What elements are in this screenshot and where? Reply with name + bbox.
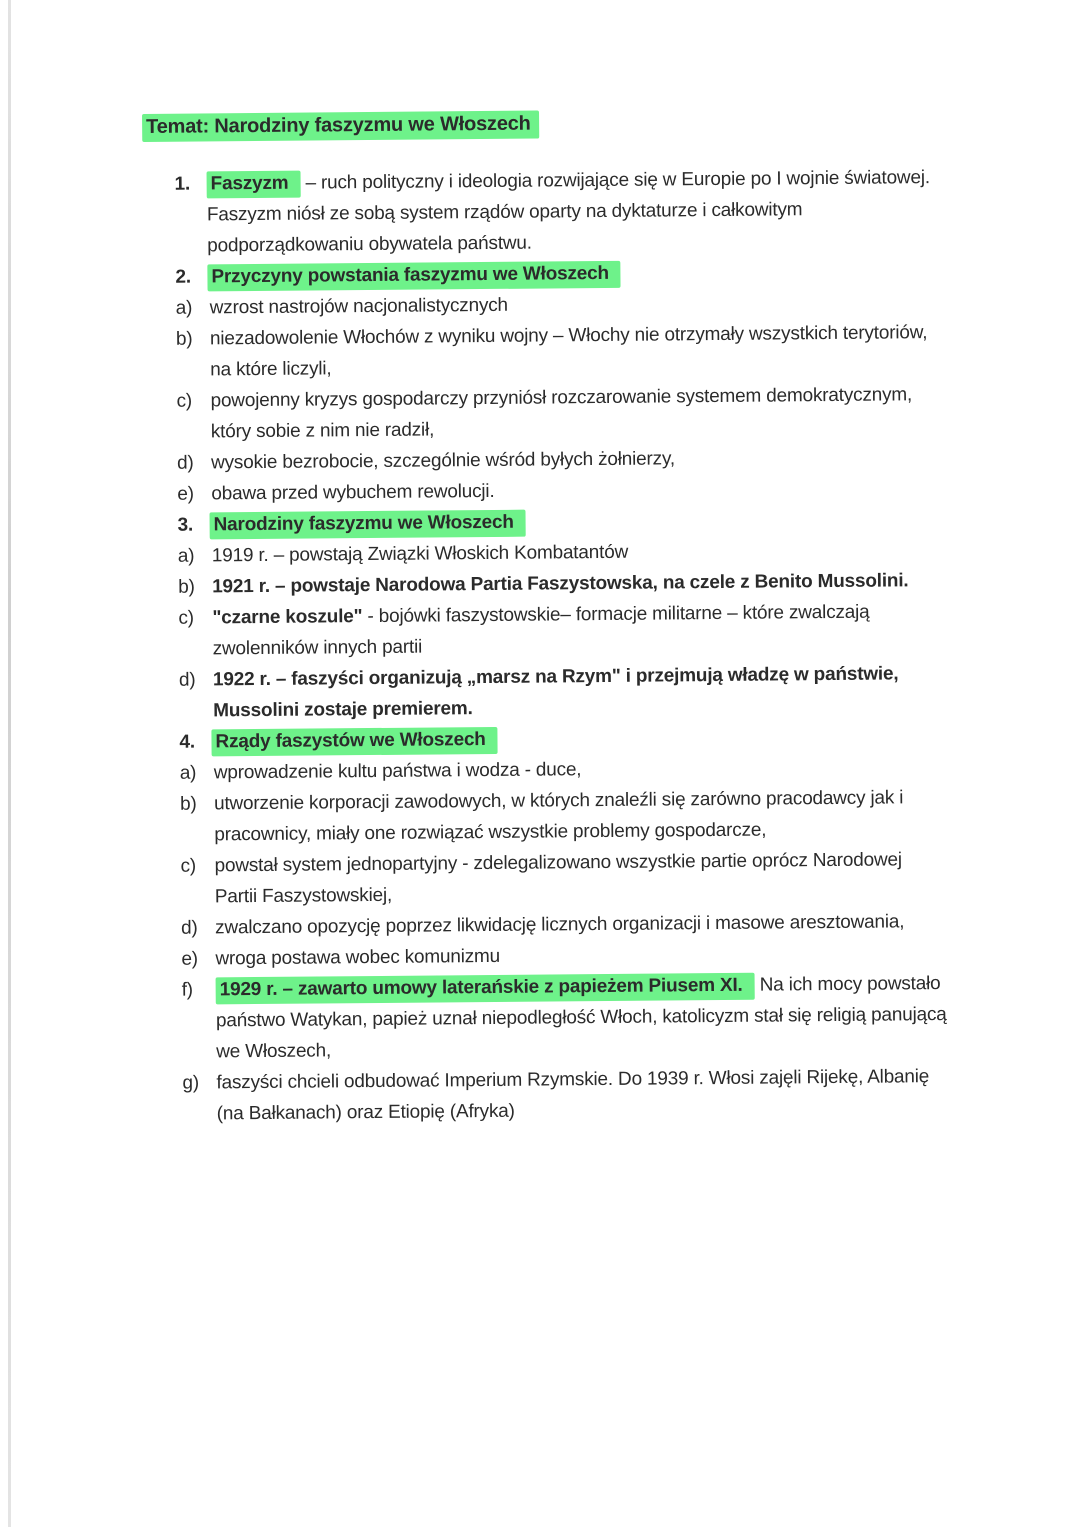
item-letter: c)	[178, 607, 194, 629]
list-item	[150, 968, 951, 1068]
section-1-number: 1.	[174, 173, 191, 195]
list-item	[146, 596, 947, 665]
section-3-number: 3.	[177, 514, 194, 536]
item-letter: e)	[181, 948, 198, 970]
item-letter: b)	[179, 793, 197, 815]
item-letter: c)	[180, 855, 197, 877]
item-letter: a)	[179, 762, 197, 784]
item-text: – powstaje Narodowa Partia Faszystowska, na czele z Benito Mussolini.	[269, 570, 909, 597]
section-4-number: 4.	[179, 731, 196, 753]
item-text: 1919 r. – powstają Związki Włoskich Kombatantów	[211, 541, 629, 567]
list-item	[144, 317, 945, 386]
item-letter: b)	[175, 328, 193, 350]
item-text: powojenny kryzys gospodarczy przyniósł rozczarowanie systemem demokratycznym, który sobie z nim nie radził,	[210, 384, 913, 443]
item-text: faszyści chcieli odbudować Imperium Rzymskie. Do 1939 r. Włosi zajęli Rijekę, Albanię (na Bałkanach) oraz Etiopię (Afryka)	[216, 1066, 930, 1125]
section-2-heading-text: Przyczyny powstania faszyzmu we Włoszech	[207, 261, 621, 292]
item-letter: d)	[181, 917, 198, 939]
item-term: "czarne koszule"	[212, 606, 363, 629]
section-1	[142, 162, 943, 262]
scan-edge	[8, 0, 11, 1527]
section-3-list	[146, 534, 948, 727]
item-text: wysokie bezrobocie, szczególnie wśród byłych żołnierzy,	[210, 448, 675, 474]
item-letter: a)	[177, 545, 195, 567]
item-text: – faszyści organizują „marsz na Rzym" i przejmują władzę w państwie, Mussolini zostaje premierem.	[213, 663, 899, 722]
item-text: obawa przed wybuchem rewolucji.	[211, 480, 495, 505]
item-letter: g)	[182, 1072, 200, 1094]
list-item	[144, 379, 945, 448]
list-item	[148, 844, 949, 913]
item-letter: c)	[176, 390, 193, 412]
term-faszyzm: Faszyzm	[207, 171, 301, 199]
page-title	[142, 105, 942, 143]
item-letter: b)	[178, 576, 195, 598]
item-text: utworzenie korporacji zawodowych, w których znaleźli się zarówno pracodawcy jak i pracownicy, miały one rozwiązać wszystkie problemy gospodarcze,	[213, 787, 904, 846]
section-3-heading-text: Narodziny faszyzmu we Włoszech	[209, 510, 525, 540]
section-1-definition	[206, 162, 943, 261]
item-year: 1921 r.	[212, 575, 271, 598]
document-content	[142, 105, 951, 1130]
item-text: wroga postawa wobec komunizmu	[215, 945, 501, 970]
item-year: 1922 r.	[212, 668, 271, 691]
item-text: niezadowolenie Włochów z wyniku wojny – Włochy nie otrzymały wszystkich terytoriów, na które liczyli,	[209, 322, 928, 381]
section-2-list	[144, 286, 946, 510]
item-text: zwalczano opozycję poprzez likwidację licznych organizacji i masowe aresztowania,	[215, 911, 905, 939]
item-text: wzrost nastrojów nacjonalistycznych	[209, 294, 508, 319]
list-item	[150, 1061, 951, 1130]
section-4-heading-text: Rządy faszystów we Włoszech	[211, 727, 497, 756]
item-letter: e)	[177, 483, 194, 505]
item-text: Na ich mocy powstało państwo Watykan, papież uznał niepodległość Włoch, katolicyzm stał się religią panującą we Włoszech,	[215, 973, 947, 1063]
item-text: - bojówki faszystowskie– formacje militarne – które zwalczają zwolenników innych partii	[212, 601, 870, 660]
item-letter: d)	[176, 452, 194, 474]
item-letter: f)	[181, 979, 193, 1001]
item-text: powstał system jednopartyjny - zdelegalizowano wszystkie partie oprócz Narodowej Partii Faszystowskiej,	[214, 849, 902, 908]
item-text: wprowadzenie kultu państwa i wodza - duce,	[213, 759, 582, 784]
definition-text: – ruch polityczny i ideologia rozwijające się w Europie po I wojnie światowej. Faszyzm niósł ze sobą system rządów oparty na dyktaturze i całkowitym podporządkowaniu obywatela państwu.	[206, 167, 930, 257]
item-letter: d)	[178, 669, 196, 691]
section-2-number: 2.	[175, 266, 191, 288]
list-item	[148, 782, 949, 851]
title-highlight: Temat: Narodziny faszyzmu we Włoszech	[142, 111, 539, 142]
section-4-list	[148, 751, 951, 1130]
item-highlight: 1929 r. – zawarto umowy laterańskie z papieżem Piusem XI.	[216, 973, 755, 1005]
item-letter: a)	[175, 297, 193, 319]
list-item	[147, 658, 948, 727]
